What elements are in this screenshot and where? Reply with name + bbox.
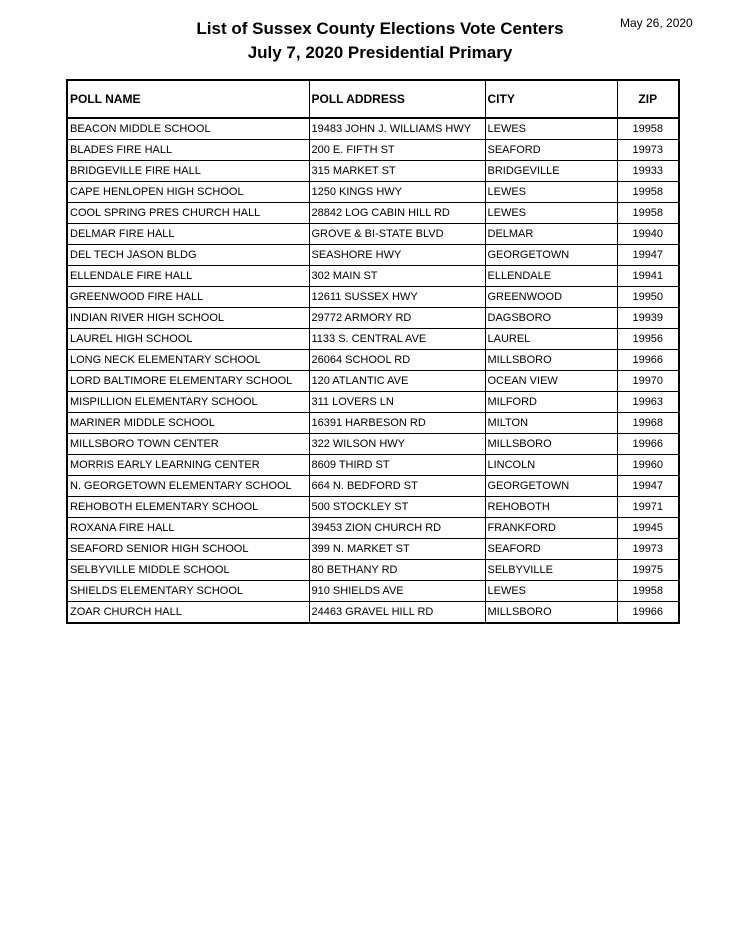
document-title bbox=[130, 17, 630, 65]
table-row bbox=[67, 161, 679, 182]
table-row bbox=[67, 413, 679, 434]
poll-address-cell: SEASHORE HWY bbox=[309, 245, 485, 266]
poll-name-cell: MARINER MIDDLE SCHOOL bbox=[67, 413, 309, 434]
poll-address-cell: GROVE & BI-STATE BLVD bbox=[309, 224, 485, 245]
city-cell: DAGSBORO bbox=[485, 308, 617, 329]
table-row bbox=[67, 308, 679, 329]
zip-cell: 19970 bbox=[617, 371, 679, 392]
title-line-2: July 7, 2020 Presidential Primary bbox=[247, 43, 513, 62]
table-row bbox=[67, 434, 679, 455]
zip-cell: 19966 bbox=[617, 602, 679, 624]
table-row bbox=[67, 287, 679, 308]
zip-cell: 19968 bbox=[617, 413, 679, 434]
zip-cell: 19973 bbox=[617, 539, 679, 560]
city-cell: MILLSBORO bbox=[485, 602, 617, 624]
poll-address-cell: 8609 THIRD ST bbox=[309, 455, 485, 476]
zip-cell: 19939 bbox=[617, 308, 679, 329]
city-cell: BRIDGEVILLE bbox=[485, 161, 617, 182]
poll-address-cell: 315 MARKET ST bbox=[309, 161, 485, 182]
poll-address-cell: 12611 SUSSEX HWY bbox=[309, 287, 485, 308]
table-row bbox=[67, 518, 679, 539]
poll-name-cell: N. GEORGETOWN ELEMENTARY SCHOOL bbox=[67, 476, 309, 497]
zip-cell: 19956 bbox=[617, 329, 679, 350]
city-cell: FRANKFORD bbox=[485, 518, 617, 539]
poll-name-cell: LAUREL HIGH SCHOOL bbox=[67, 329, 309, 350]
poll-address-cell: 399 N. MARKET ST bbox=[309, 539, 485, 560]
zip-cell: 19958 bbox=[617, 182, 679, 203]
poll-name-cell: MILLSBORO TOWN CENTER bbox=[67, 434, 309, 455]
poll-address-cell: 664 N. BEDFORD ST bbox=[309, 476, 485, 497]
table-row bbox=[67, 371, 679, 392]
column-header-poll-name: POLL NAME bbox=[67, 80, 309, 118]
city-cell: MILTON bbox=[485, 413, 617, 434]
column-header-city: CITY bbox=[485, 80, 617, 118]
table-row bbox=[67, 140, 679, 161]
table-row bbox=[67, 476, 679, 497]
poll-address-cell: 500 STOCKLEY ST bbox=[309, 497, 485, 518]
poll-name-cell: DEL TECH JASON BLDG bbox=[67, 245, 309, 266]
city-cell: MILLSBORO bbox=[485, 350, 617, 371]
poll-name-cell: SELBYVILLE MIDDLE SCHOOL bbox=[67, 560, 309, 581]
zip-cell: 19958 bbox=[617, 118, 679, 140]
city-cell: SEAFORD bbox=[485, 140, 617, 161]
table-row bbox=[67, 182, 679, 203]
poll-name-cell: BEACON MIDDLE SCHOOL bbox=[67, 118, 309, 140]
zip-cell: 19966 bbox=[617, 350, 679, 371]
city-cell: DELMAR bbox=[485, 224, 617, 245]
poll-name-cell: MORRIS EARLY LEARNING CENTER bbox=[67, 455, 309, 476]
table-row bbox=[67, 118, 679, 140]
poll-name-cell: ELLENDALE FIRE HALL bbox=[67, 266, 309, 287]
zip-cell: 19958 bbox=[617, 581, 679, 602]
poll-address-cell: 910 SHIELDS AVE bbox=[309, 581, 485, 602]
city-cell: LEWES bbox=[485, 118, 617, 140]
poll-name-cell: REHOBOTH ELEMENTARY SCHOOL bbox=[67, 497, 309, 518]
city-cell: SEAFORD bbox=[485, 539, 617, 560]
poll-address-cell: 200 E. FIFTH ST bbox=[309, 140, 485, 161]
zip-cell: 19960 bbox=[617, 455, 679, 476]
poll-address-cell: 80 BETHANY RD bbox=[309, 560, 485, 581]
zip-cell: 19958 bbox=[617, 203, 679, 224]
poll-address-cell: 16391 HARBESON RD bbox=[309, 413, 485, 434]
zip-cell: 19973 bbox=[617, 140, 679, 161]
poll-name-cell: INDIAN RIVER HIGH SCHOOL bbox=[67, 308, 309, 329]
city-cell: GEORGETOWN bbox=[485, 476, 617, 497]
poll-name-cell: CAPE HENLOPEN HIGH SCHOOL bbox=[67, 182, 309, 203]
poll-name-cell: DELMAR FIRE HALL bbox=[67, 224, 309, 245]
table-row bbox=[67, 266, 679, 287]
table-row bbox=[67, 329, 679, 350]
zip-cell: 19947 bbox=[617, 476, 679, 497]
table-header-row bbox=[67, 80, 679, 118]
table-row bbox=[67, 392, 679, 413]
poll-name-cell: MISPILLION ELEMENTARY SCHOOL bbox=[67, 392, 309, 413]
poll-address-cell: 19483 JOHN J. WILLIAMS HWY bbox=[309, 118, 485, 140]
poll-address-cell: 39453 ZION CHURCH RD bbox=[309, 518, 485, 539]
table-row bbox=[67, 539, 679, 560]
poll-address-cell: 1250 KINGS HWY bbox=[309, 182, 485, 203]
city-cell: LEWES bbox=[485, 182, 617, 203]
document-date: May 26, 2020 bbox=[620, 16, 693, 30]
poll-address-cell: 28842 LOG CABIN HILL RD bbox=[309, 203, 485, 224]
zip-cell: 19975 bbox=[617, 560, 679, 581]
city-cell: GEORGETOWN bbox=[485, 245, 617, 266]
poll-name-cell: GREENWOOD FIRE HALL bbox=[67, 287, 309, 308]
poll-name-cell: SEAFORD SENIOR HIGH SCHOOL bbox=[67, 539, 309, 560]
table-row bbox=[67, 560, 679, 581]
city-cell: GREENWOOD bbox=[485, 287, 617, 308]
poll-name-cell: LONG NECK ELEMENTARY SCHOOL bbox=[67, 350, 309, 371]
city-cell: MILFORD bbox=[485, 392, 617, 413]
table-body bbox=[67, 118, 679, 623]
table-row bbox=[67, 455, 679, 476]
table-row bbox=[67, 350, 679, 371]
city-cell: MILLSBORO bbox=[485, 434, 617, 455]
city-cell: ELLENDALE bbox=[485, 266, 617, 287]
zip-cell: 19933 bbox=[617, 161, 679, 182]
table-row bbox=[67, 602, 679, 624]
zip-cell: 19945 bbox=[617, 518, 679, 539]
city-cell: LINCOLN bbox=[485, 455, 617, 476]
poll-address-cell: 322 WILSON HWY bbox=[309, 434, 485, 455]
zip-cell: 19941 bbox=[617, 266, 679, 287]
poll-name-cell: BRIDGEVILLE FIRE HALL bbox=[67, 161, 309, 182]
table-row bbox=[67, 203, 679, 224]
city-cell: REHOBOTH bbox=[485, 497, 617, 518]
city-cell: SELBYVILLE bbox=[485, 560, 617, 581]
table-row bbox=[67, 581, 679, 602]
poll-address-cell: 302 MAIN ST bbox=[309, 266, 485, 287]
title-line-1: List of Sussex County Elections Vote Centers bbox=[196, 19, 564, 38]
zip-cell: 19950 bbox=[617, 287, 679, 308]
zip-cell: 19947 bbox=[617, 245, 679, 266]
column-header-zip: ZIP bbox=[617, 80, 679, 118]
vote-centers-table bbox=[66, 79, 680, 624]
zip-cell: 19963 bbox=[617, 392, 679, 413]
city-cell: LEWES bbox=[485, 581, 617, 602]
city-cell: LAUREL bbox=[485, 329, 617, 350]
column-header-poll-address: POLL ADDRESS bbox=[309, 80, 485, 118]
zip-cell: 19971 bbox=[617, 497, 679, 518]
city-cell: OCEAN VIEW bbox=[485, 371, 617, 392]
poll-name-cell: BLADES FIRE HALL bbox=[67, 140, 309, 161]
poll-address-cell: 1133 S. CENTRAL AVE bbox=[309, 329, 485, 350]
poll-name-cell: COOL SPRING PRES CHURCH HALL bbox=[67, 203, 309, 224]
city-cell: LEWES bbox=[485, 203, 617, 224]
poll-address-cell: 120 ATLANTIC AVE bbox=[309, 371, 485, 392]
zip-cell: 19940 bbox=[617, 224, 679, 245]
zip-cell: 19966 bbox=[617, 434, 679, 455]
table-row bbox=[67, 497, 679, 518]
poll-name-cell: SHIELDS ELEMENTARY SCHOOL bbox=[67, 581, 309, 602]
poll-address-cell: 24463 GRAVEL HILL RD bbox=[309, 602, 485, 624]
poll-address-cell: 29772 ARMORY RD bbox=[309, 308, 485, 329]
poll-address-cell: 26064 SCHOOL RD bbox=[309, 350, 485, 371]
table-row bbox=[67, 224, 679, 245]
poll-name-cell: LORD BALTIMORE ELEMENTARY SCHOOL bbox=[67, 371, 309, 392]
table-row bbox=[67, 245, 679, 266]
poll-address-cell: 311 LOVERS LN bbox=[309, 392, 485, 413]
poll-name-cell: ROXANA FIRE HALL bbox=[67, 518, 309, 539]
poll-name-cell: ZOAR CHURCH HALL bbox=[67, 602, 309, 624]
